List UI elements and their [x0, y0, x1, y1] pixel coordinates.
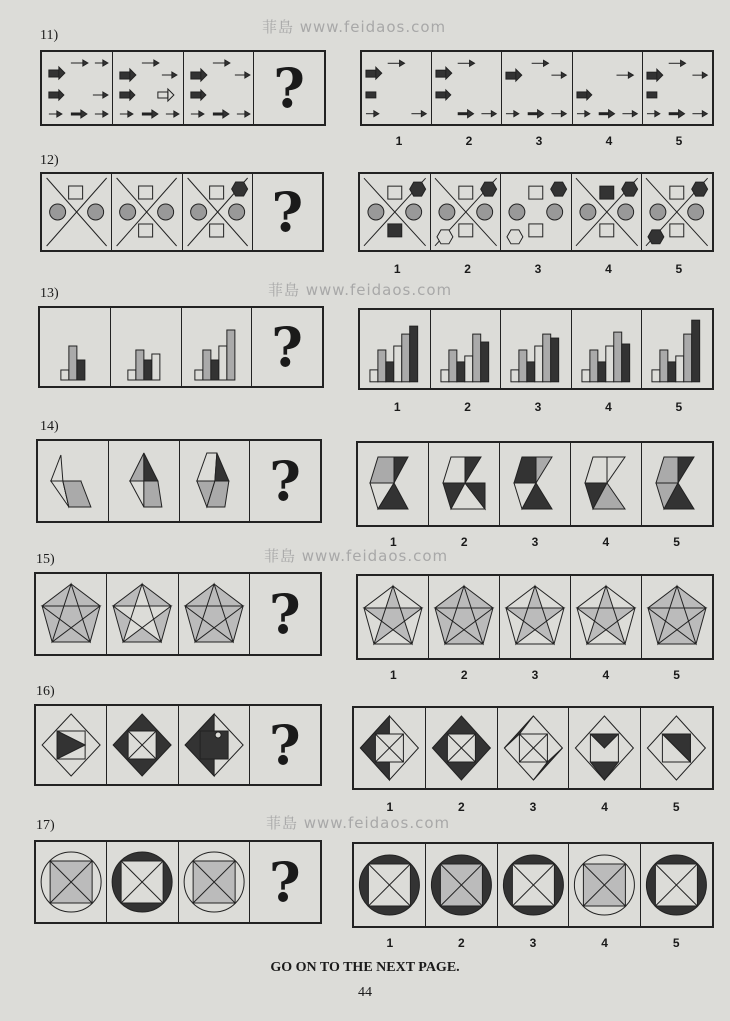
option-number: 3	[529, 936, 537, 950]
option-number: 5	[673, 535, 680, 549]
answer-options	[358, 308, 714, 390]
figure	[180, 441, 251, 521]
option-4[interactable]	[572, 174, 643, 250]
question-cell	[250, 574, 320, 654]
answer-options	[358, 172, 714, 252]
figure	[184, 52, 255, 124]
figure	[112, 174, 182, 250]
question-number: 14)	[40, 419, 59, 434]
option-number: 2	[458, 936, 465, 950]
figure	[179, 706, 250, 784]
option-4[interactable]	[572, 310, 643, 388]
figure	[179, 574, 250, 654]
question-number: 13)	[40, 286, 59, 301]
option-3[interactable]	[500, 576, 571, 658]
watermark: 菲島 www.feidaos.com	[262, 18, 447, 36]
option-number: 2	[464, 400, 471, 414]
option-5[interactable]	[641, 844, 712, 926]
answer-options	[352, 706, 714, 790]
option-number: 4	[601, 936, 608, 950]
question-sequence	[34, 572, 322, 656]
option-number: 4	[605, 134, 613, 148]
option-number: 2	[460, 535, 468, 549]
question-cell	[252, 308, 322, 386]
option-1[interactable]	[360, 174, 431, 250]
option-4[interactable]	[573, 52, 643, 124]
option-2[interactable]	[431, 174, 502, 250]
figure	[38, 441, 109, 521]
question-sequence	[40, 172, 324, 252]
option-numbers	[364, 134, 714, 148]
option-2[interactable]	[426, 708, 498, 788]
option-number: 1	[390, 535, 397, 549]
figure	[107, 574, 178, 654]
question-cell	[254, 52, 324, 124]
option-5[interactable]	[642, 174, 712, 250]
option-numbers	[354, 936, 712, 950]
figure	[107, 706, 178, 784]
question-number: 12)	[40, 153, 59, 168]
watermark: 菲島 www.feidaos.com	[264, 547, 449, 565]
option-number: 3	[535, 134, 543, 148]
option-1[interactable]	[358, 443, 429, 525]
question-number: 15)	[36, 552, 55, 567]
figure	[107, 842, 178, 922]
option-3[interactable]	[498, 708, 570, 788]
question-number: 11)	[40, 28, 59, 43]
option-number: 4	[605, 400, 612, 414]
question-mark: ?	[269, 582, 301, 646]
question-sequence	[34, 840, 322, 924]
option-number: 2	[464, 262, 471, 276]
question-sequence	[34, 704, 322, 786]
option-numbers	[358, 668, 712, 682]
figure	[111, 308, 182, 386]
option-3[interactable]	[500, 443, 571, 525]
figure	[36, 574, 107, 654]
question-sequence	[36, 439, 322, 523]
option-number: 2	[465, 134, 473, 148]
question-number: 17)	[36, 818, 55, 833]
option-5[interactable]	[643, 52, 712, 124]
figure	[183, 174, 253, 250]
option-number: 1	[393, 400, 401, 414]
option-number: 3	[531, 535, 539, 549]
question-cell	[250, 706, 320, 784]
option-number: 1	[390, 668, 397, 682]
option-number: 5	[672, 936, 680, 950]
option-2[interactable]	[429, 576, 500, 658]
option-numbers	[362, 400, 714, 414]
option-1[interactable]	[358, 576, 429, 658]
option-2[interactable]	[432, 52, 502, 124]
figure	[40, 308, 111, 386]
option-1[interactable]	[360, 310, 431, 388]
option-numbers	[358, 535, 712, 549]
question-mark: ?	[271, 180, 304, 244]
option-number: 5	[675, 400, 683, 414]
option-4[interactable]	[569, 844, 641, 926]
option-number: 2	[458, 800, 465, 814]
figure	[42, 174, 112, 250]
question-cell	[250, 842, 320, 922]
option-2[interactable]	[429, 443, 500, 525]
question-mark: ?	[273, 56, 305, 120]
option-4[interactable]	[571, 576, 642, 658]
option-4[interactable]	[569, 708, 641, 788]
option-number: 5	[673, 668, 680, 682]
watermark: 菲島 www.feidaos.com	[268, 281, 453, 299]
answer-options	[352, 842, 714, 928]
option-5[interactable]	[642, 576, 712, 658]
option-3[interactable]	[501, 310, 572, 388]
option-2[interactable]	[426, 844, 498, 926]
answer-options	[360, 50, 714, 126]
question-mark: ?	[269, 449, 301, 513]
question-cell	[253, 174, 322, 250]
option-number: 4	[601, 800, 608, 814]
option-number: 4	[605, 262, 612, 276]
option-number: 1	[393, 262, 401, 276]
figure	[113, 52, 184, 124]
watermark: 菲島 www.feidaos.com	[266, 814, 451, 832]
figure	[36, 706, 107, 784]
footer-instruction: GO ON TO THE NEXT PAGE.	[270, 960, 460, 975]
option-number: 3	[529, 800, 537, 814]
option-1[interactable]	[362, 52, 432, 124]
option-numbers	[362, 262, 714, 276]
option-number: 5	[675, 134, 683, 148]
option-number: 5	[672, 800, 680, 814]
answer-options	[356, 574, 714, 660]
option-number: 1	[395, 134, 403, 148]
option-3[interactable]	[498, 844, 570, 926]
option-1[interactable]	[354, 708, 426, 788]
figure	[42, 52, 113, 124]
option-3[interactable]	[502, 52, 572, 124]
figure	[36, 842, 107, 922]
option-number: 2	[460, 668, 468, 682]
option-numbers	[354, 800, 712, 814]
page-number: 44	[358, 985, 372, 1000]
option-number: 5	[675, 262, 683, 276]
question-mark: ?	[269, 850, 301, 914]
option-number: 3	[531, 668, 539, 682]
option-5[interactable]	[641, 708, 712, 788]
option-1[interactable]	[354, 844, 426, 926]
question-mark: ?	[269, 713, 301, 777]
option-number: 3	[534, 262, 542, 276]
option-number: 4	[602, 535, 610, 549]
option-5[interactable]	[642, 310, 712, 388]
question-sequence	[38, 306, 324, 388]
option-number: 1	[386, 936, 394, 950]
option-4[interactable]	[571, 443, 642, 525]
question-sequence	[40, 50, 326, 126]
figure	[179, 842, 250, 922]
question-cell	[250, 441, 320, 521]
figure	[182, 308, 253, 386]
answer-options	[356, 441, 714, 527]
option-number: 1	[386, 800, 394, 814]
question-mark: ?	[271, 315, 303, 379]
figure	[109, 441, 180, 521]
option-number: 4	[602, 668, 610, 682]
question-number: 16)	[36, 684, 55, 699]
option-number: 3	[534, 400, 542, 414]
option-5[interactable]	[642, 443, 712, 525]
option-2[interactable]	[431, 310, 502, 388]
option-3[interactable]	[501, 174, 572, 250]
